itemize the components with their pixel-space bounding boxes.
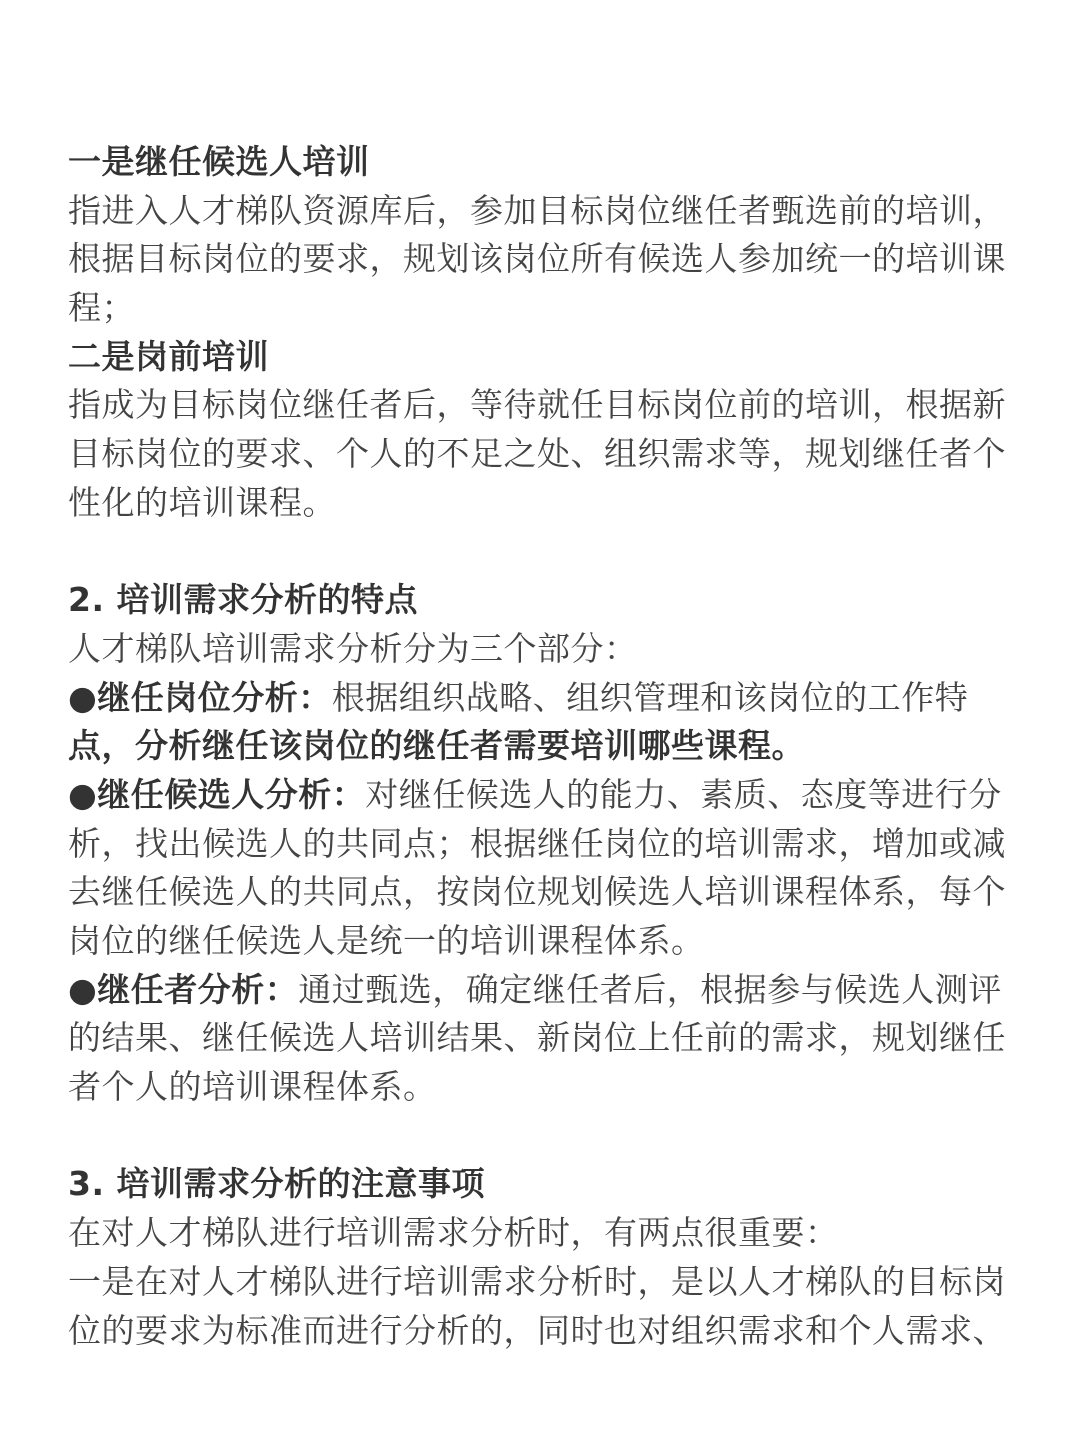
paragraph-line: 程； [68, 288, 135, 328]
spacer [68, 1112, 1048, 1161]
list-item-text: 者个人的培训课程体系。 [68, 1067, 437, 1107]
heading-candidate-training: 一是继任候选人培训 [68, 142, 370, 181]
list-item-text: 根据组织战略、组织管理和该岗位的工作特 [331, 677, 969, 717]
paragraph-line: 根据目标岗位的要求，规划该岗位所有候选人参加统一的培训课 [68, 239, 1006, 279]
paragraph-line: 位的要求为标准而进行分析的，同时也对组织需求和个人需求、 [68, 1310, 1006, 1350]
article-body [68, 138, 1048, 1355]
spacer [68, 528, 1048, 577]
heading-pre-job-training: 二是岗前培训 [68, 336, 269, 376]
list-item-text: 点，分析继任该岗位的继任者需要培训哪些课程。 [68, 726, 805, 766]
list-item-text: 析，找出候选人的共同点；根据继任岗位的培训需求，增加或减 [68, 823, 1006, 863]
section-title-notes: 3. 培训需求分析的注意事项 [68, 1164, 485, 1204]
list-item-text: 去继任候选人的共同点，按岗位规划候选人培训课程体系，每个 [68, 872, 1006, 912]
list-item-position-analysis [68, 674, 1048, 723]
section-title-characteristics: 2. 培训需求分析的特点 [68, 580, 418, 620]
paragraph-line: 目标岗位的要求、个人的不足之处、组织需求等，规划继任者个 [68, 434, 1006, 474]
list-item-label: ●继任者分析： [68, 969, 299, 1009]
list-item-label: ●继任候选人分析： [68, 774, 366, 814]
paragraph-line: 性化的培训课程。 [68, 482, 336, 522]
list-item-candidate-analysis [68, 771, 1048, 820]
list-item-text: 的结果、继任候选人培训结果、新岗位上任前的需求，规划继任 [68, 1018, 1006, 1058]
paragraph-line: 指进入人才梯队资源库后，参加目标岗位继任者甄选前的培训， [68, 190, 1006, 230]
section-intro: 在对人才梯队进行培训需求分析时，有两点很重要： [68, 1213, 839, 1253]
paragraph-line: 指成为目标岗位继任者后，等待就任目标岗位前的培训，根据新 [68, 385, 1006, 425]
list-item-label: ●继任岗位分析： [68, 677, 332, 717]
list-item-text: 通过甄选，确定继任者后，根据参与候选人测评 [298, 969, 1002, 1009]
list-item-text: 岗位的继任候选人是统一的培训课程体系。 [68, 921, 705, 960]
paragraph-line: 一是在对人才梯队进行培训需求分析时，是以人才梯队的目标岗 [68, 1261, 1006, 1301]
list-item-text: 对继任候选人的能力、素质、态度等进行分 [365, 774, 1002, 814]
list-item-successor-analysis [68, 966, 1048, 1015]
section-intro: 人才梯队培训需求分析分为三个部分： [68, 628, 638, 668]
